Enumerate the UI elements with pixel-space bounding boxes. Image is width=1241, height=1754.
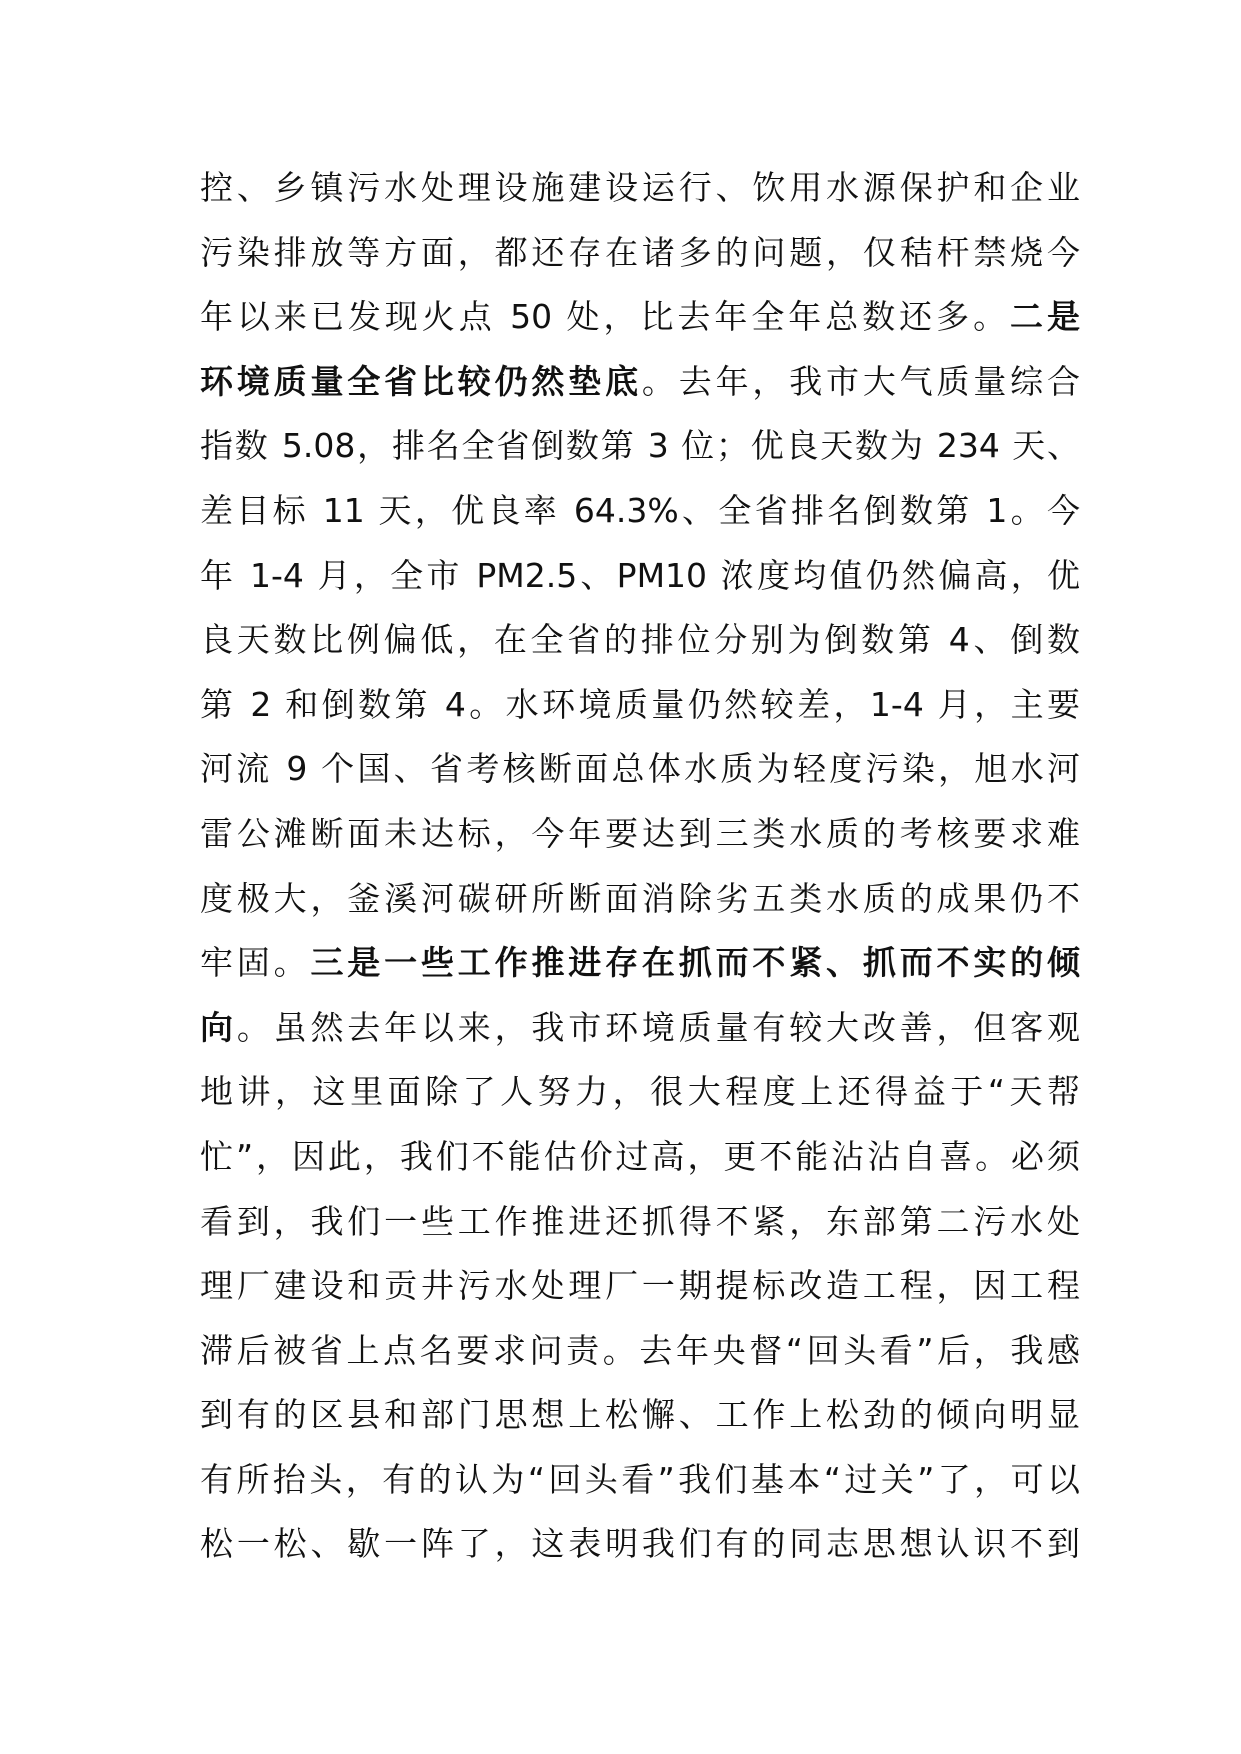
text-line [200,802,1080,867]
text-line [200,1448,1080,1513]
text-line [200,1319,1080,1384]
text-line [200,867,1080,932]
text-segment: 雷公滩断面未达标，今年要达到三类水质的考核要求难 [200,813,1080,853]
bold-text-segment: 三是一些工作推进存在抓而不紧、抓而不实的倾 [310,943,1081,983]
text-segment: 年 1-4 月，全市 PM2.5、PM10 浓度均值仍然偏高，优 [200,555,1080,595]
text-segment: 。虽然去年以来，我市环境质量有较大改善，但客观 [236,1007,1081,1047]
body-text [200,156,1080,1577]
text-segment: 牢固。 [200,943,311,983]
text-line [200,350,1080,415]
text-segment: 滞后被省上点名要求问责。去年央督“回头看”后，我感 [200,1330,1080,1370]
text-segment: 松一松、歇一阵了，这表明我们有的同志思想认识不到 [200,1524,1080,1564]
text-segment: 年以来已发现火点 50 处，比去年全年总数还多。 [200,297,1011,337]
text-line [200,673,1080,738]
text-segment: 有所抬头，有的认为“回头看”我们基本“过关”了，可以 [200,1459,1080,1499]
text-segment: 良天数比例偏低，在全省的排位分别为倒数第 4、倒数 [200,620,1080,660]
text-segment: 理厂建设和贡井污水处理厂一期提标改造工程，因工程 [200,1266,1080,1306]
text-segment: 河流 9 个国、省考核断面总体水质为轻度污染，旭水河 [200,749,1080,789]
bold-text-segment: 二是 [1010,297,1080,337]
text-segment: 看到，我们一些工作推进还抓得不紧，东部第二污水处 [200,1201,1080,1241]
text-segment: 污染排放等方面，都还存在诸多的问题，仅秸杆禁烧今 [200,232,1080,272]
text-line [200,156,1080,221]
bold-text-segment: 环境质量全省比较仍然垫底 [200,361,642,401]
text-line [200,996,1080,1061]
text-line [200,1190,1080,1255]
text-segment: 。去年，我市大气质量综合 [641,361,1081,401]
text-segment: 控、乡镇污水处理设施建设运行、饮用水源保护和企业 [200,168,1080,207]
text-line [200,737,1080,802]
text-segment: 差目标 11 天，优良率 64.3%、全省排名倒数第 1。今 [200,490,1080,530]
text-segment: 度极大，釜溪河碳研所断面消除劣五类水质的成果仍不 [200,878,1080,918]
text-line [200,544,1080,609]
text-segment: 忙”，因此，我们不能估价过高，更不能沾沾自喜。必须 [200,1136,1080,1176]
text-line [200,608,1080,673]
text-line [200,1125,1080,1190]
text-line [200,1254,1080,1319]
text-line [200,221,1080,286]
text-line [200,414,1080,479]
text-line [200,1060,1080,1125]
text-segment: 地讲，这里面除了人努力，很大程度上还得益于“天帮 [200,1072,1080,1112]
text-line [200,285,1080,350]
text-segment: 第 2 和倒数第 4。水环境质量仍然较差，1-4 月，主要 [200,684,1080,724]
bold-text-segment: 向 [200,1007,237,1047]
text-segment: 指数 5.08，排名全省倒数第 3 位；优良天数为 234 天、 [200,426,1080,466]
text-line [200,479,1080,544]
text-line [200,1512,1080,1577]
text-line [200,1383,1080,1448]
text-segment: 到有的区县和部门思想上松懈、工作上松劲的倾向明显 [200,1395,1080,1435]
text-line [200,931,1080,996]
